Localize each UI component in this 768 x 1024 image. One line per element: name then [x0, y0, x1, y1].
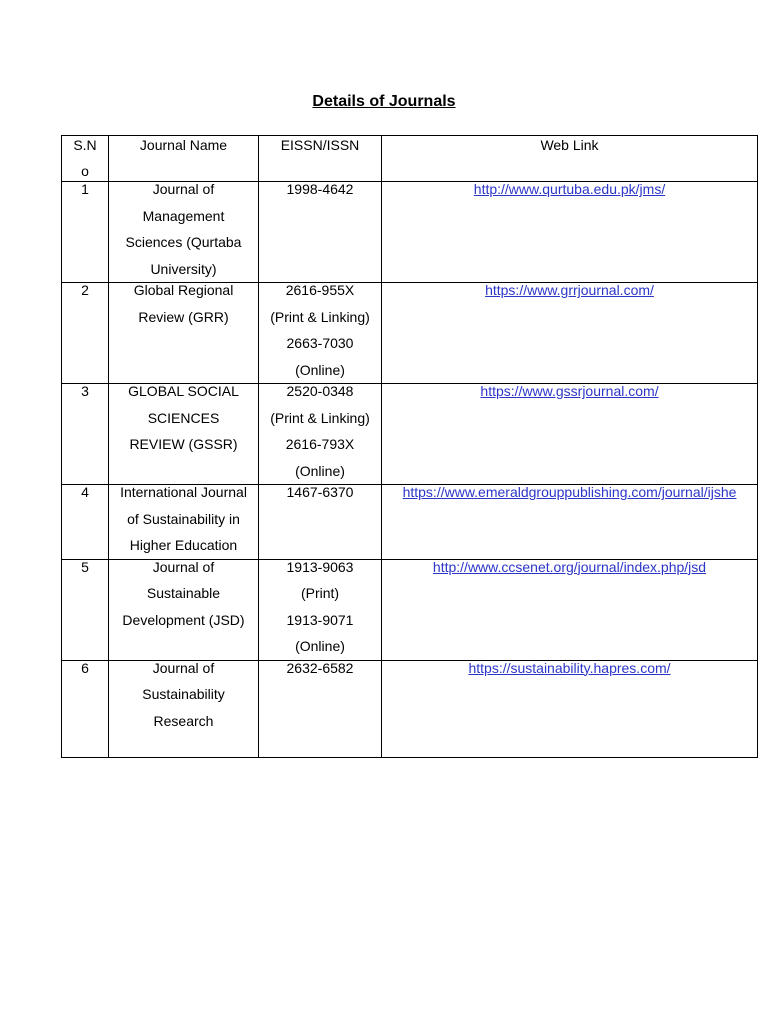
- issn-line: (Online): [295, 361, 345, 378]
- journal-name-line: Journal of: [152, 659, 215, 676]
- cell-journal-name: [109, 384, 259, 485]
- journal-name-line: Development (JSD): [122, 611, 245, 628]
- journal-web-link[interactable]: https://www.gssrjournal.com/: [480, 383, 659, 399]
- cell-sno: [62, 660, 109, 757]
- journal-web-link[interactable]: https://sustainability.hapres.com/: [468, 659, 671, 676]
- cell-web-link: [382, 485, 758, 560]
- cell-web-link: [382, 182, 758, 283]
- cell-sno-value: 1: [81, 181, 89, 197]
- issn-line: 2632-6582: [286, 659, 354, 676]
- cell-journal-name: [109, 559, 259, 660]
- issn-line: (Online): [295, 462, 345, 479]
- cell-sno: [62, 559, 109, 660]
- cell-sno: [62, 384, 109, 485]
- issn-line: 2663-7030: [286, 335, 354, 351]
- cell-issn: [259, 559, 382, 660]
- cell-issn: [259, 283, 382, 384]
- journal-name-line: Global Regional: [133, 282, 234, 298]
- header-web-link: Web Link: [382, 136, 758, 182]
- journal-name-line: Sustainable: [146, 585, 221, 601]
- web-link-wrapper: [384, 655, 755, 682]
- journals-table: [61, 135, 758, 758]
- cell-sno: [62, 182, 109, 283]
- web-link-wrapper: [384, 277, 755, 304]
- journal-name-line: SCIENCES: [147, 409, 220, 426]
- journal-name-line: Sustainability: [142, 686, 225, 702]
- journal-name-line: REVIEW (GSSR): [129, 436, 238, 452]
- cell-journal-name: [109, 660, 259, 757]
- cell-sno-value: 4: [81, 484, 89, 500]
- table-header-row: [62, 136, 758, 182]
- cell-sno-value: 2: [81, 282, 89, 298]
- journal-name-line: University): [150, 260, 217, 277]
- cell-web-link: [382, 283, 758, 384]
- header-issn: EISSN/ISSN: [259, 136, 382, 182]
- header-sno-line-2: o: [81, 163, 89, 179]
- cell-issn: [259, 660, 382, 757]
- cell-issn: [259, 182, 382, 283]
- journal-name-line: of Sustainability in: [127, 510, 240, 527]
- cell-issn: [259, 485, 382, 560]
- journal-name-line: Management: [142, 207, 225, 224]
- journal-name-line: GLOBAL SOCIAL: [128, 383, 239, 399]
- table-row: [62, 182, 758, 283]
- issn-line: 2616-955X: [285, 282, 355, 298]
- journals-table-body: [62, 136, 758, 758]
- table-row: [62, 384, 758, 485]
- journal-name-line: Research: [153, 712, 214, 729]
- issn-line: (Online): [295, 638, 345, 654]
- cell-web-link: [382, 660, 758, 757]
- cell-web-link: [382, 384, 758, 485]
- journal-web-link[interactable]: http://www.qurtuba.edu.pk/jms/: [473, 181, 666, 197]
- web-link-wrapper: [384, 176, 755, 203]
- cell-journal-name: [109, 182, 259, 283]
- issn-line: 1913-9063: [286, 558, 354, 575]
- table-row: [62, 485, 758, 560]
- cell-sno: [62, 283, 109, 384]
- journal-name-line: Journal of: [152, 181, 215, 197]
- web-link-wrapper: [384, 554, 755, 581]
- issn-line: (Print & Linking): [270, 308, 370, 325]
- cell-journal-name: [109, 283, 259, 384]
- table-row: [62, 660, 758, 757]
- journal-name-line: Review (GRR): [138, 308, 229, 325]
- issn-line: (Print & Linking): [270, 409, 370, 426]
- table-row: [62, 283, 758, 384]
- issn-line: 2616-793X: [285, 436, 355, 452]
- cell-sno-value: 5: [81, 558, 89, 575]
- journal-name-line: Higher Education: [129, 537, 238, 553]
- journal-web-link[interactable]: http://www.ccsenet.org/journal/index.php/jsd: [432, 558, 707, 575]
- issn-line: (Print): [300, 585, 340, 601]
- cell-sno-value: 6: [81, 659, 89, 676]
- issn-line: 1467-6370: [286, 484, 354, 500]
- header-sno-line-1: S.N: [73, 137, 97, 153]
- page-title: [0, 93, 768, 111]
- header-sno: [62, 136, 109, 182]
- issn-line: 2520-0348: [286, 383, 354, 399]
- header-journal-name: Journal Name: [109, 136, 259, 182]
- web-link-wrapper: [384, 479, 755, 506]
- issn-line: 1913-9071: [286, 611, 354, 628]
- cell-sno: [62, 485, 109, 560]
- cell-journal-name: [109, 485, 259, 560]
- journal-web-link[interactable]: https://www.emeraldgrouppublishing.com/journal/ijshe: [402, 484, 737, 500]
- cell-web-link: [382, 559, 758, 660]
- journal-name-line: International Journal: [120, 484, 247, 500]
- journal-name-line: Journal of: [152, 558, 215, 575]
- cell-issn: [259, 384, 382, 485]
- issn-line: 1998-4642: [286, 181, 354, 197]
- table-row: [62, 559, 758, 660]
- journal-web-link[interactable]: https://www.grrjournal.com/: [485, 282, 654, 298]
- journal-name-line: Sciences (Qurtaba: [125, 234, 242, 250]
- web-link-wrapper: [384, 378, 755, 405]
- cell-sno-value: 3: [81, 383, 89, 399]
- page-title-text: Details of Journals: [312, 93, 456, 110]
